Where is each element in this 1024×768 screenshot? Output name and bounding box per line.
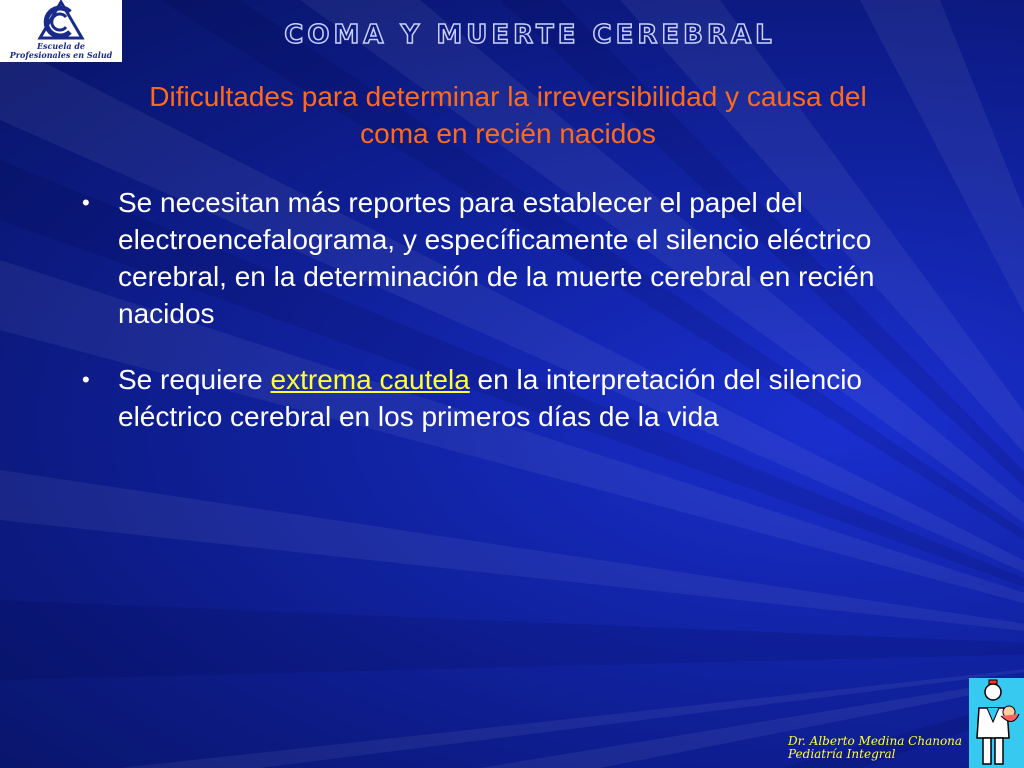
- slide-subtitle: [40, 78, 976, 152]
- bullet-text-after: en la interpretación del silencio eléctrico cerebral en los primeros días de la vida: [118, 364, 862, 432]
- school-logo-icon: [0, 0, 122, 62]
- footer-author: Dr. Alberto Medina Chanona: [788, 734, 963, 748]
- bullet-text: Se necesitan más reportes para establecer el papel del electroencefalograma, y específicamente el silencio eléctrico cerebral, en la determinación de la muerte cerebral en recién nacidos: [118, 187, 875, 329]
- doctor-with-baby-icon: [969, 678, 1024, 768]
- highlight-link[interactable]: extrema cautela: [270, 364, 470, 395]
- subtitle-line2: coma en recién nacidos: [360, 118, 656, 149]
- subtitle-line1: Dificultades para determinar la irreversibilidad y causa del: [149, 81, 867, 112]
- bullet-item: [78, 184, 928, 332]
- school-logo: [0, 0, 122, 62]
- doctor-with-baby-picture: [969, 678, 1024, 768]
- bullet-dot: •: [82, 367, 90, 392]
- footer-credits: [788, 735, 962, 761]
- bullet-dot: •: [82, 190, 90, 215]
- slide-header-title: COMA Y MUERTE CEREBRAL: [284, 20, 776, 50]
- bullet-list: [78, 184, 928, 435]
- bullet-item: [78, 361, 928, 435]
- logo-line2: Profesionales en Salud: [9, 50, 113, 60]
- footer-specialty: Pediatría Integral: [788, 747, 896, 761]
- logo-line1: Escuela de: [36, 41, 86, 51]
- bullet-text-before: Se requiere: [118, 364, 271, 395]
